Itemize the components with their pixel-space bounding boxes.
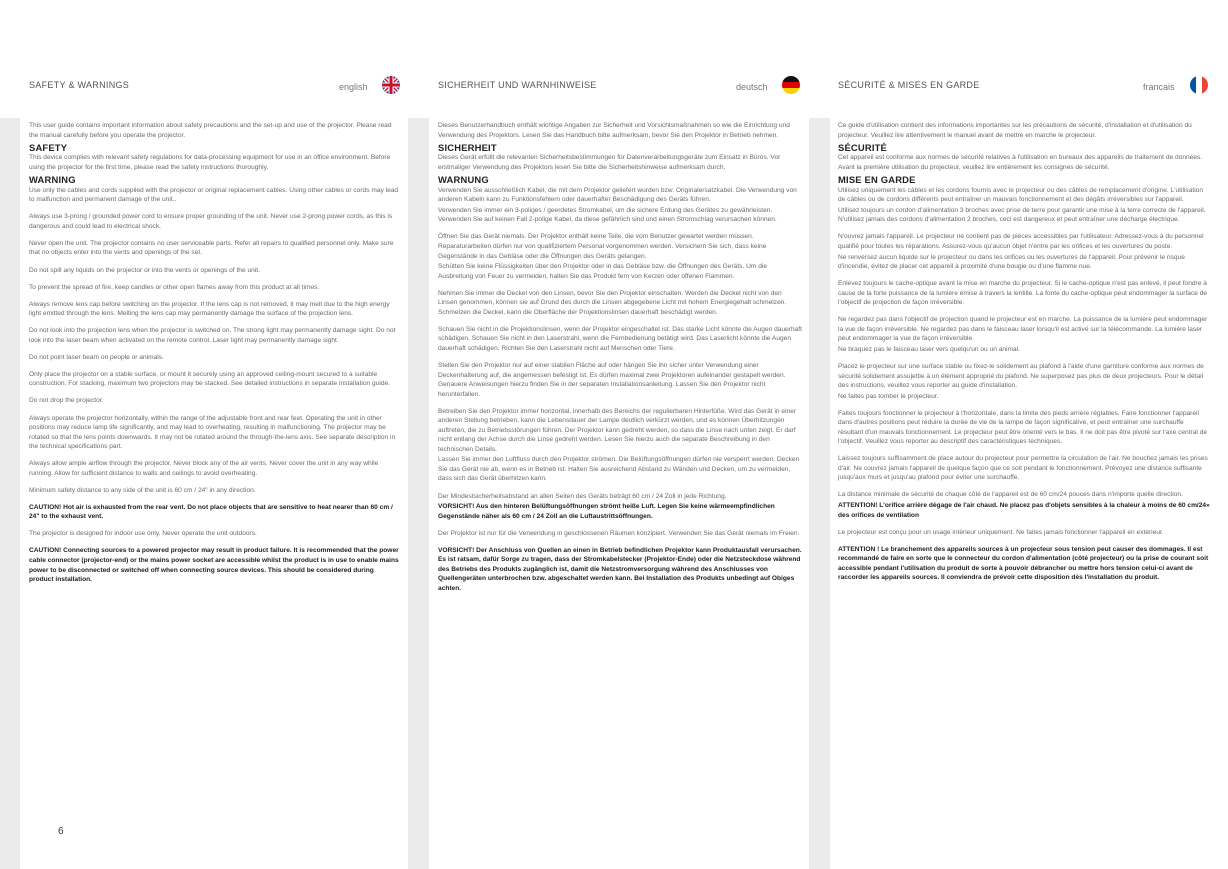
body-paragraph: Schauen Sie nicht in die Projektionslinsen, wenn der Projektor eingeschaltet ist. Das starke Licht könnte die Augen dauerhaft schädigen. Schauen Sie nicht in den Laserstrahl, wenn die Fernbedienung betätigt wird. Das Laserlicht könnte die Augen dauerhaft schädigen. Richten Sie den Laserstrahl nicht auf Menschen oder Tiere. xyxy=(438,325,802,352)
caution-paragraph: VORSICHT! Der Anschluss von Quellen an einen in Betrieb befindlichen Projektor kann Produktausfall verursachen. Es ist ratsam, dafür Sorge zu tragen, dass der Stromkabelstecker (Projektor-Ende) oder die Netzsteckdose während des Betriebs des Produkts zugänglich ist, damit die Netzstromversorgung während des Anschlusses von Quellengeräten unterbrochen bzw. abgeschaltet werden kann. Bei Installation des Produkts unbedingt auf Obiges achten. xyxy=(438,546,802,592)
french-flag-icon xyxy=(1190,76,1208,94)
column-deutsch xyxy=(438,121,802,866)
body-paragraph: Do not point laser beam on people or animals. xyxy=(29,353,164,361)
body-paragraph: Enlevez toujours le cache-optique avant la mise en marche du projecteur. Si le cache-optique n'est pas enlevé, il peut fondre à cause de la forte puissance de la lumière émise à travers la lentille. La fonte du cache-optique peut endommager la surface de l'objectif de projection de façon irréversible. xyxy=(838,280,1208,307)
header-title-english: SAFETY & WARNINGS xyxy=(29,80,130,90)
gutter-1 xyxy=(408,118,429,869)
body-paragraph: Always remove lens cap before switching on the projector. If the lens cap is not removed, it may melt due to the high energy light emitted through the lens. Melting the lens cap may permanently damage the surface of the projection lens. xyxy=(29,300,390,318)
caution-paragraph: VORSICHT! Aus den hinteren Belüftungsöffnungen strömt heiße Luft. Legen Sie keine wärmeempfindlichen Gegenstände näher als 60 cm / 24 Zoll an die Luftaustrittsöffnungen. xyxy=(438,503,775,520)
body-paragraph: Never open the unit. The projector contains no user serviceable parts. Refer all repairs to qualified personnel only. Make sure that no objects enter into the vents and openings of the set. xyxy=(29,239,394,257)
body-paragraph: The projector is designed for indoor use only. Never operate the unit outdoors. xyxy=(29,530,257,538)
header-title-deutsch: SICHERHEIT UND WARNHINWEISE xyxy=(438,80,597,90)
section-heading: SAFETY xyxy=(29,142,68,154)
body-paragraph: Ne renversez aucun liquide sur le projecteur ou dans les orifices ou les ouvertures de l'appareil. Pour prévenir le risque d'incendie, évitez de placer cet appareil à proximité d'une bougie ou d'une flamme nue. xyxy=(838,253,1185,271)
header-language-francais: francais xyxy=(1143,82,1175,92)
body-paragraph: Nehmen Sie immer die Deckel von den Linsen, bevor Sie den Projektor einschalten. Werden die Deckel nicht von den Linsen genommen, können sie auf Grund des durch die Linsen abgegebene Licht mit hohem Energiegehalt schmelzen. Schmelzen die Deckel, kann die Oberfläche der Projektionslinsen dauerhaft beschädigt werden. xyxy=(438,289,787,316)
body-paragraph: Dieses Gerät erfüllt die relevanten Sicherheitsbestimmungen für Datenverarbeitungsgeräte zum Einsatz in Büros. Vor erstmaliger Verwendung des Projektors lesen Sie bitte die Sicherheitshinweise aufmerksam durch. xyxy=(438,154,781,171)
body-paragraph: Do not spill any liquids on the projector or into the vents or openings of the unit. xyxy=(29,266,260,274)
body-paragraph: Betreiben Sie den Projektor immer horizontal, innerhalb des Bereichs der regulierbaren Hinterfüße. Wird das Gerät in einer anderen Stellung betrieben, kann die Lebensdauer der Lampe deutlich verkürzt werden, und es können Überhitzungen auftreten, die zu Betriebsstörungen führen. Der Projektor kann gedreht werden, so dass die Linse nach unten zeigt. Er darf nicht entlang der Achse durch die Linse gedreht werden. Lesen Sie hierzu auch die separate Beschreibung in den technischen Details. xyxy=(438,407,797,453)
caution-paragraph: CAUTION! Hot air is exhausted from the rear vent. Do not place objects that are sensitive to heat nearer than 60 cm / 24" to the exhaust vent. xyxy=(29,503,393,521)
body-paragraph: Schütten Sie keine Flüssigkeiten über den Projektor oder in das Gebläse bzw. die Öffnungen des Geräts. Um die Ausbreitung von Feuer zu vermeiden, halten Sie das Produkt fern von Kerzen oder offenen Flammen. xyxy=(438,263,768,280)
body-paragraph: Ne regardez pas dans l'objectif de projection quand le projecteur est en marche. La puissance de la lumière peut endommager la vue de façon irréversible. Ne regardez pas dans le faisceau laser lorsqu'il est activé sur la télécommande. La lumière laser peut endommager la vue de façon irréversible. xyxy=(838,316,1208,343)
column-english xyxy=(29,121,400,866)
body-paragraph: Placez le projecteur sur une surface stable ou fixez-le solidement au plafond à l'aide d'une garniture conforme aux normes de sécurité solidement assujettie à un élément approprié du plafond. Ne superposez pas plus de deux projecteurs. Pour le détail des instructions, veuillez vous reporter au guide d'installation. xyxy=(838,362,1204,390)
uk-flag-icon xyxy=(382,76,400,94)
section-heading: SICHERHEIT xyxy=(438,142,497,154)
body-paragraph: Only place the projector on a stable surface, or mount it securely using an approved ceiling-mount secured to a suitable construction. For stacking, maximum two projectors may be stacked. See detailed instructions in separate installation guide. xyxy=(29,370,390,388)
section-heading: WARNUNG xyxy=(438,174,489,186)
body-paragraph: Do not drop the projector. xyxy=(29,397,104,405)
section-heading: SÉCURITÉ xyxy=(838,142,888,154)
body-paragraph: Always allow ample airflow through the projector. Never block any of the air vents. Never cover the unit in any way while running. Allow for sufficient distance to walls and ceilings to avoid overheating. xyxy=(29,460,379,477)
body-paragraph: Faites toujours fonctionner le projecteur à l'horizontale, dans la limite des pieds arrière réglables. Faire fonctionner l'appareil dans d'autres positions peut réduire la durée de vie de la lampe de façon significative, et peut entraîner une surchauffe résultant d'un mauvais fonctionnement. Le projecteur peut être orienté vers le bas. Il ne doit pas être pivoté sur l'axe central de l'objectif. Veuillez vous reporter au descriptif des caractéristiques techniques. xyxy=(838,409,1208,446)
german-flag-icon xyxy=(782,76,800,94)
body-paragraph: Verwenden Sie immer ein 3-poliges / geerdetes Stromkabel, um die sichere Erdung des Gerätes zu gewährleisten. Verwenden Sie auf keinen Fall 2-polige Kabel, da diese gefährlich sind und einen Stromschlag verursachen können. xyxy=(438,206,777,224)
body-paragraph: This user guide contains important information about safety precautions and the set-up and use of the projector. Please read the manual carefully before you operate the projector. xyxy=(29,122,392,139)
column-francais xyxy=(838,121,1210,866)
body-paragraph: To prevent the spread of fire, keep candles or other open flames away from this product at all times. xyxy=(29,283,320,291)
body-paragraph: Stellen Sie den Projektor nur auf einer stabilen Fläche auf oder hängen Sie ihn sicher unter Verwendung einer Deckenhalterung auf, die angemessen befestigt ist. Es dürfen maximal zwei Projektoren aufeinander gestapelt werden. Genauere Anweisungen hierzu finden Sie in der separaten Installationsanleitung. Lassen Sie den Projektor nicht herunterfallen. xyxy=(438,361,786,398)
body-paragraph: Lassen Sie immer den Luftfluss durch den Projektor strömen. Die Belüftungsöffnungen dürfen nie versperrt werden. Decken Sie das Gerät nie ab, wenn es in Betrieb ist. Halten Sie ausreichend Abstand zu Wänden und Decken, um zu vermeiden, dass sich das Gerät überhitzen kann. xyxy=(438,456,800,483)
body-paragraph: Ne braquez pas le faisceau laser vers quelqu'un ou un animal. xyxy=(838,345,1020,353)
body-paragraph: Dieses Benutzerhandbuch enthält wichtige Angaben zur Sicherheit und Vorsichtsmaßnahmen so wie die Einrichtung und Verwendung des Projektors. Lesen Sie das Handbuch bitte aufmerksam, bevor Sie den Projektor in Betrieb nehmen. xyxy=(438,122,790,139)
body-paragraph: Le projecteur est conçu pour un usage intérieur uniquement. Ne faites jamais fonctionner l'appareil en extérieur. xyxy=(838,528,1164,536)
section-heading: WARNING xyxy=(29,174,76,186)
body-paragraph: Ce guide d'utilisation contient des informations importantes sur les précautions de sécurité, d'installation et d'utilisation du projecteur. Veuillez lire attentivement le manuel avant de mettre en marche le projecteur. xyxy=(838,122,1192,139)
body-paragraph: Der Projektor ist nur für die Verwendung in geschlossenen Räumen konzipiert. Verwenden Sie das Gerät niemals im Freien. xyxy=(438,529,800,537)
body-paragraph: Laissez toujours suffisamment de place autour du projecteur pour permettre la circulation de l'air. Ne bouchez jamais les prises d'air. Ne couvrez jamais l'appareil de quelque façon que ce soit pendant le fonctionnement. Prévoyez une distance suffisante jusqu'aux murs et jusqu'au plafond pour éviter une surchauffe. xyxy=(838,455,1208,482)
left-gutter xyxy=(0,118,20,869)
body-paragraph: Verwenden Sie ausschließlich Kabel, die mit dem Projektor geliefert wurden bzw. Originalersatzkabel. Die Verwendung von anderen Kabeln kann zu Funktionsfehlern oder dauerhafter Beschädigung des Geräts führen. xyxy=(438,186,797,204)
body-paragraph: La distance minimale de sécurité de chaque côté de l'appareil est de 60 cm/24 pouces dans n'importe quelle direction. xyxy=(838,491,1183,499)
body-paragraph: Öffnen Sie das Gerät niemals. Der Projektor enthält keine Teile, die vom Benutzer gewartet werden müssen. Reparaturarbeiten dürfen nur von qualifiziertem Personal vorgenommen werden. Versichern Sie sich, dass keine Gegenstände in das Gebläse oder die Öffnungen des Geräts gelangen. xyxy=(438,233,767,260)
body-paragraph: Use only the cables and cords supplied with the projector or original replacement cables. Using other cables or cords may lead to malfunction and permanent damage of the unit.. xyxy=(29,186,399,204)
body-paragraph: N'ouvrez jamais l'appareil. Le projecteur ne contient pas de pièces accessibles par l'utilisateur. Adressez-vous à du personnel qualifié pour toutes les réparations. Assurez-vous qu'aucun objet n'entre par les orifices et les ouvertures du poste. xyxy=(838,233,1204,250)
body-paragraph: Ne faites pas tomber le projecteur. xyxy=(838,392,939,400)
header-title-francais: SÉCURITÉ & MISES EN GARDE xyxy=(838,80,980,90)
gutter-2 xyxy=(809,118,830,869)
body-paragraph: Utilisez uniquement les câbles et les cordons fournis avec le projecteur ou des câbles de remplacement d'origine. L'utilisation de câbles ou de cordons différents peut entraîner un mauvais fonctionnement et des dégâts irréversibles sur l'appareil. xyxy=(838,186,1204,204)
body-paragraph: Utilisez toujours un cordon d'alimentation 3 broches avec prise de terre pour garantir une mise à la terre correcte de l'appareil. N'utilisez jamais des cordons d'alimentation 2 broches, ceci est dangereux et peut entraîner une décharge électrique. xyxy=(838,206,1206,224)
caution-paragraph: ATTENTION ! Le branchement des appareils sources à un projecteur sous tension peut causer des dommages. Il est recommandé de faire en sorte que le connecteur du cordon d'alimentation (côté projecteur) ou la prise de courant soit accessible pendant l'utilisation du produit de sorte à pouvoir débrancher ou mettre hors tension celui-ci avant de raccorder les appareils sources. Il conviendra de prévoir cette disposition dès l'installation du produit. xyxy=(838,545,1209,582)
header-language-deutsch: deutsch xyxy=(736,82,768,92)
body-paragraph: This device complies with relevant safety regulations for data-processing equipment for use in an office environment. Before using the projector for the first time, please read the safety instructions thoroughly. xyxy=(29,154,391,171)
body-paragraph: Always use 3-prong / grounded power cord to ensure proper grounding of the unit. Never use 2-prong power cords, as this is dangerous and could lead to electrical shock. xyxy=(29,213,393,230)
body-paragraph: Do not look into the projection lens when the projector is switched on. The strong light may permanently damage sight. Do not look into the laser beam when activated on the remote control. Laser light may permanently damage sight. xyxy=(29,327,396,344)
body-paragraph: Der Mindestsicherheitsabstand an allen Seiten des Geräts beträgt 60 cm / 24 Zoll in jede Richtung. xyxy=(438,492,727,500)
section-heading: MISE EN GARDE xyxy=(838,174,916,186)
body-paragraph: Cet appareil est conforme aux normes de sécurité relatives à l'utilisation en bureaux des appareils de traitement de données. Avant la première utilisation du projecteur, veuillez lire entièrement les consignes de sécurité. xyxy=(838,154,1203,171)
caution-paragraph: CAUTION! Connecting sources to a powered projector may result in product failure. It is recommended that the power cable connector (projector-end) or the mains power socket are accessible whilst the product is in use to enable mains power to be disconnected or switched off when connecting source devices. This should be considered during product installation. xyxy=(29,547,399,584)
body-paragraph: Minimum safety distance to any side of the unit is 60 cm / 24" in any direction. xyxy=(29,486,256,494)
header-language-english: english xyxy=(339,82,368,92)
body-paragraph: Always operate the projector horizontally, within the range of the adjustable front and rear feet. Operating the unit in other positions may reduce lamp life significantly, and may lead to overheating, resulting in malfunctioning. The projector may be rotated so that the lens points downwards. It may not be rotated around the through-the-lens axis. See separate description in the technical specifications part. xyxy=(29,414,396,451)
page-number: 6 xyxy=(58,826,64,837)
caution-paragraph: ATTENTION! L'orifice arrière dégage de l'air chaud. Ne placez pas d'objets sensibles à la chaleur à moins de 60 cm/24» des orifices de ventilation xyxy=(838,502,1210,519)
